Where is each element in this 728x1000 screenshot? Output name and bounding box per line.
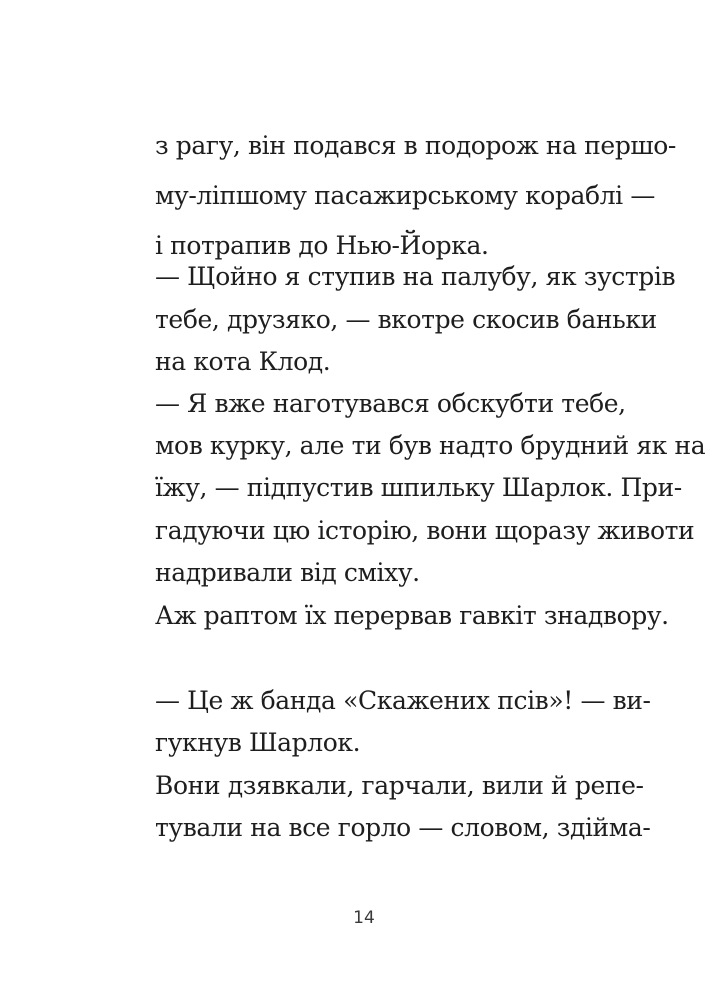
page-number: 14 [353, 908, 375, 928]
text-line: тебе, друзяко, — вкотре скосив баньки [155, 305, 657, 334]
text-line: — Це ж банда «Скажених псів»! — ви- [155, 686, 651, 715]
text-line: гукнув Шарлок. [155, 728, 361, 757]
text-line: надривали від сміху. [155, 558, 420, 587]
text-line: на кота Клод. [155, 347, 331, 376]
text-line: му-ліпшому пасажирському кораблі — [155, 181, 655, 210]
text-line: Вони дзявкали, гарчали, вили й репе- [155, 771, 644, 800]
text-line: з рагу, він подався в подорож на першо- [155, 131, 676, 160]
text-line: мов курку, але ти був надто брудний як на [155, 431, 706, 460]
text-line: гадуючи цю історію, вони щоразу животи [155, 516, 695, 545]
text-line: — Я вже наготувався обскубти тебе, [155, 389, 626, 418]
text-line: Аж раптом їх перервав гавкіт знадвору. [155, 601, 669, 630]
text-line: і потрапив до Нью-Йорка. [155, 231, 489, 260]
text-line: — Щойно я ступив на палубу, як зустрів [155, 262, 676, 291]
text-line: тували на все горло — словом, здійма- [155, 813, 651, 842]
text-line: їжу, — підпустив шпильку Шарлок. При- [155, 473, 682, 502]
